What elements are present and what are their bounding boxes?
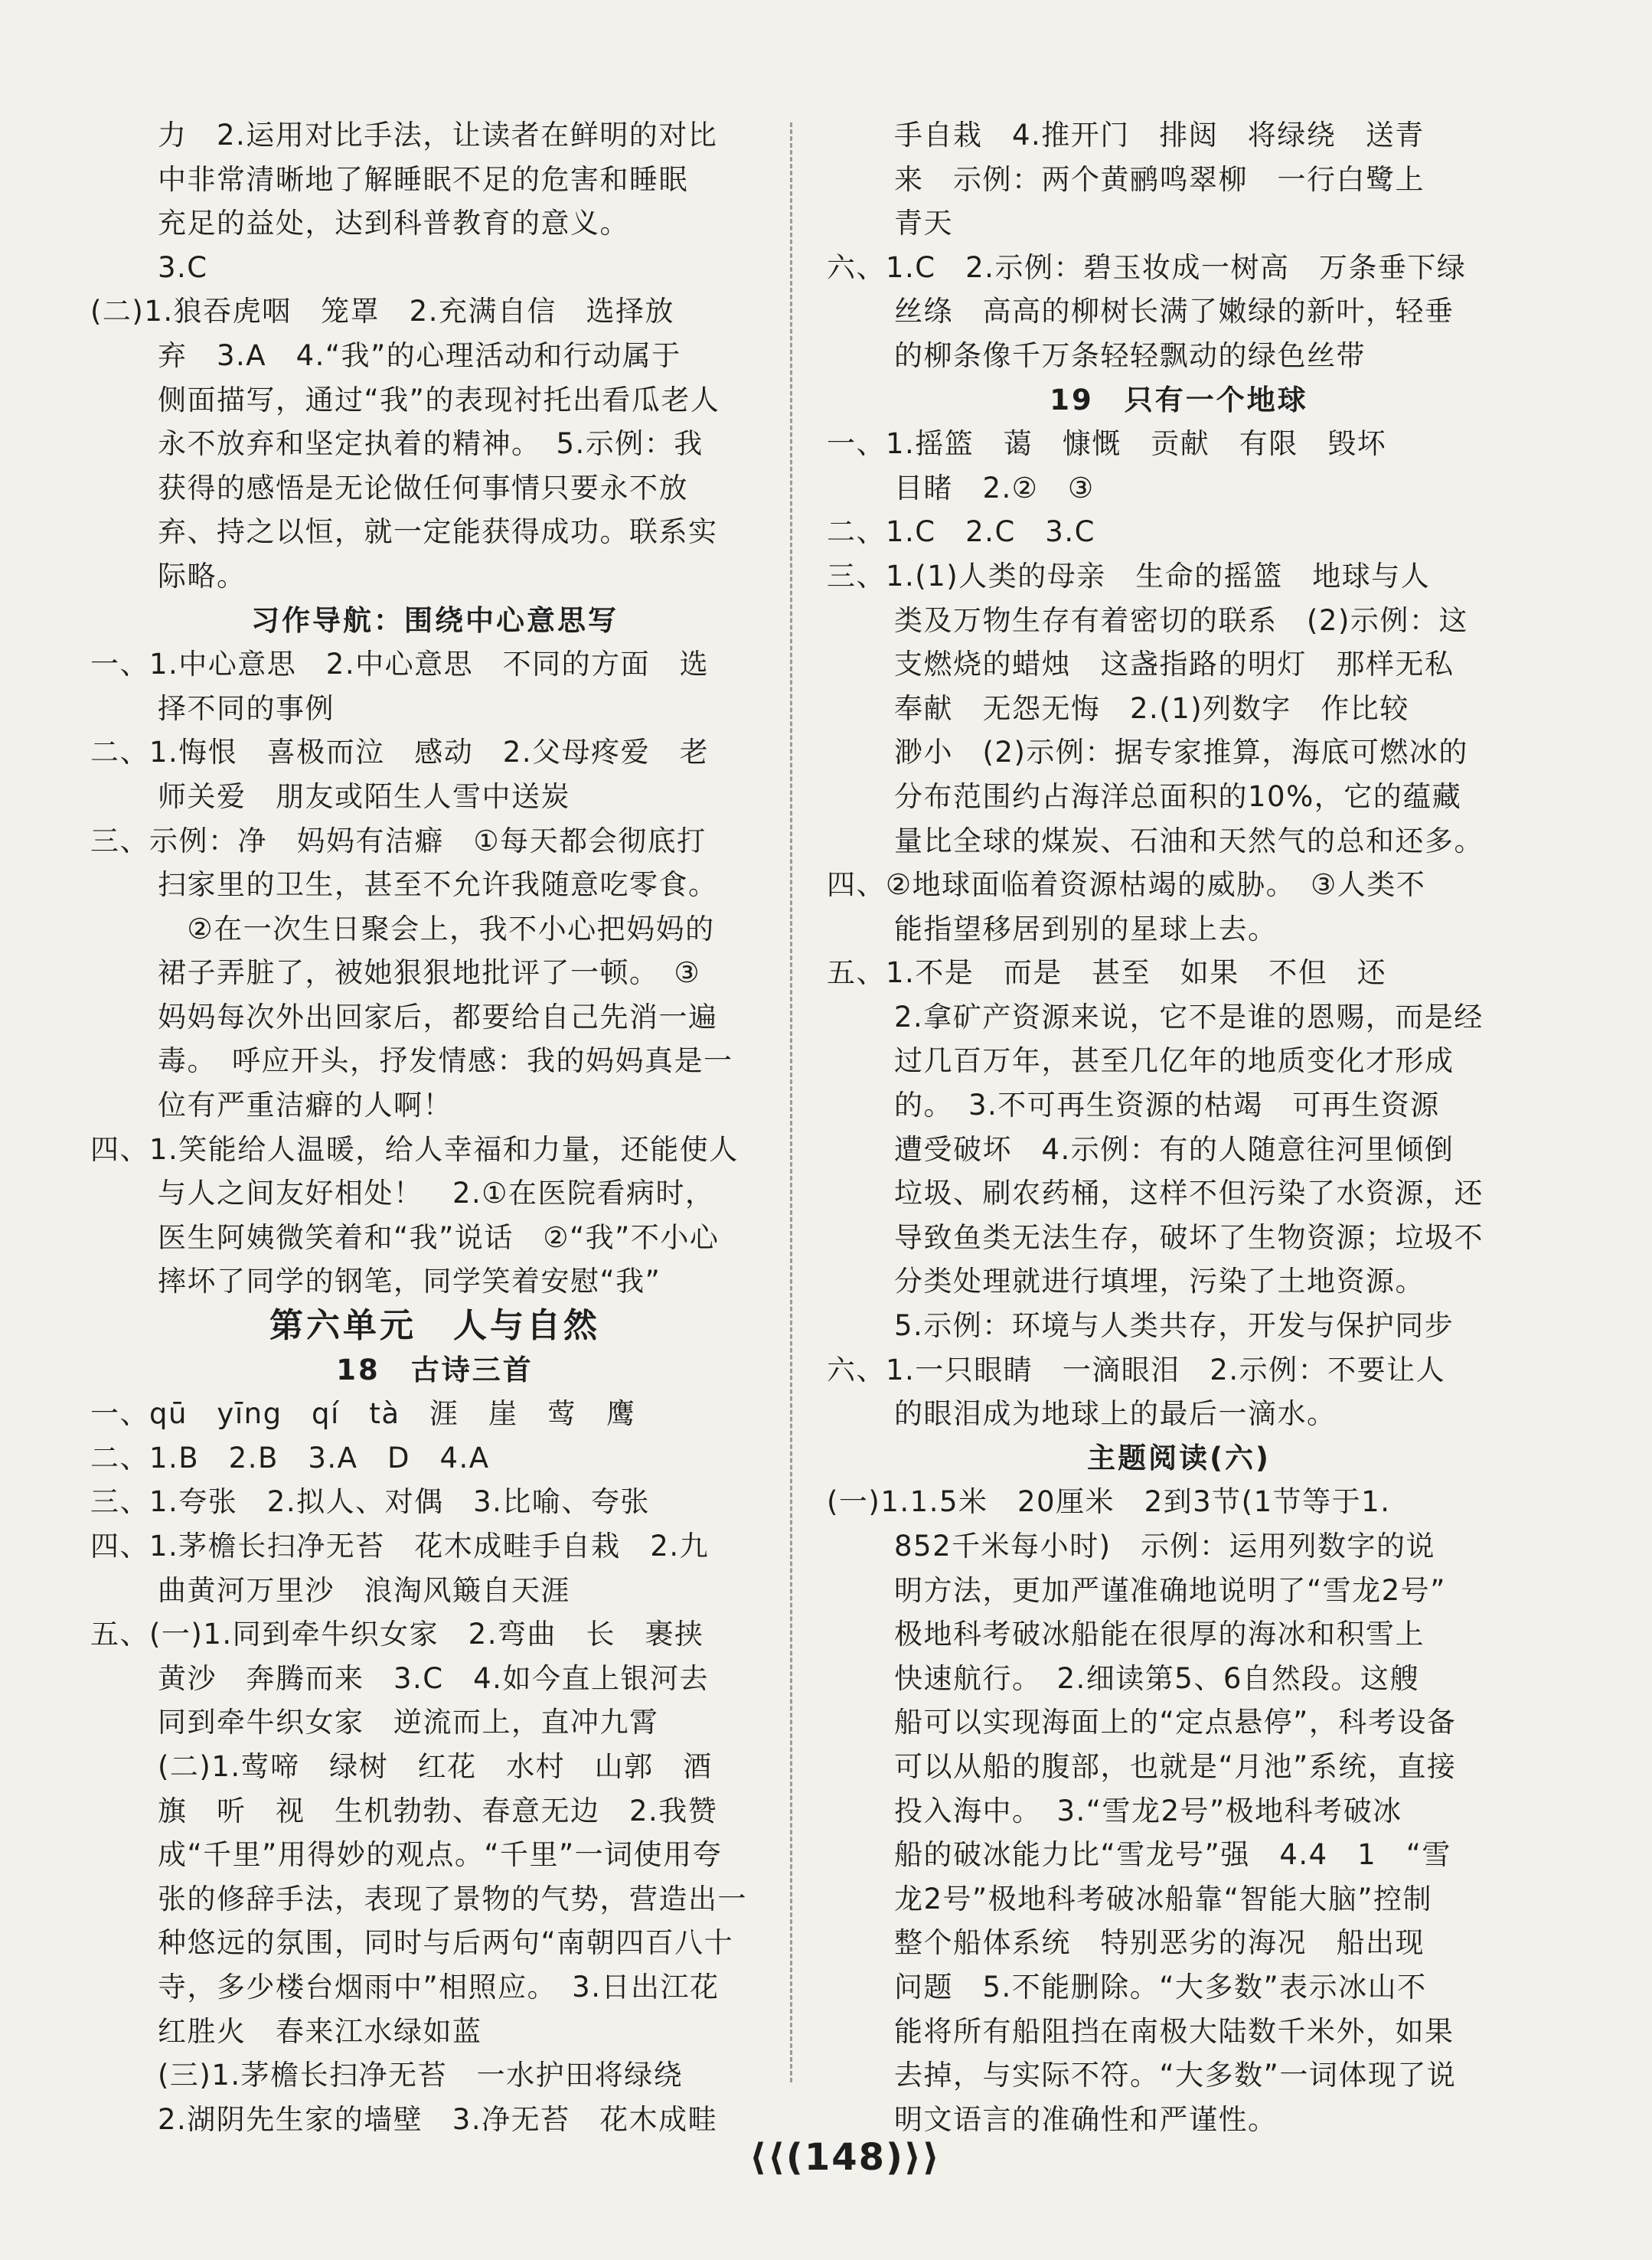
answer-line: (二)1.莺啼 绿树 红花 水村 山郭 酒 [158, 1749, 713, 1783]
section-title: 19 只有一个地球 [1050, 383, 1308, 416]
answer-line: 能将所有船阻挡在南极大陆数千米外，如果 [894, 2014, 1454, 2048]
answer-line: (三)1.茅檐长扫净无苔 一水护田将绿绕 [158, 2059, 684, 2092]
answer-line: 弃、持之以恒，就一定能获得成功。联系实 [158, 515, 718, 549]
answer-line: 成“千里”用得妙的观点。“千里”一词使用夸 [158, 1838, 723, 1872]
answer-line: 明方法，更加严谨准确地说明了“雪龙2号” [894, 1573, 1446, 1607]
answer-line: 与人之间友好相处！ 2.①在医院看病时， [158, 1177, 715, 1210]
answer-line: 中非常清晰地了解睡眠不足的危害和睡眠 [158, 162, 688, 196]
answer-line: 择不同的事例 [158, 691, 335, 725]
answer-line: 三、示例：净 妈妈有洁癖 ①每天都会彻底打 [90, 824, 707, 857]
unit-title: 第六单元 人与自然 [269, 1306, 600, 1346]
answer-line: 三、1.夸张 2.拟人、对偶 3.比喻、夸张 [90, 1485, 650, 1519]
answer-line: 侧面描写，通过“我”的表现衬托出看瓜老人 [158, 383, 720, 416]
answer-line: 医生阿姨微笑着和“我”说话 ②“我”不小心 [158, 1220, 720, 1254]
answer-line: (二)1.狼吞虎咽 笼罩 2.充满自信 选择放 [90, 295, 674, 328]
answer-line: 奉献 无怨无悔 2.(1)列数字 作比较 [894, 691, 1409, 725]
answer-line: 整个船体系统 特别恶劣的海况 船出现 [894, 1926, 1425, 1960]
answer-line: 船的破冰能力比“雪龙号”强 4.4 1 “雪 [894, 1838, 1451, 1872]
answer-line: 极地科考破冰船能在很厚的海冰和积雪上 [894, 1618, 1425, 1651]
answer-line: 渺小 (2)示例：据专家推算，海底可燃冰的 [894, 736, 1468, 769]
answer-line: 曲黄河万里沙 浪淘风簸自天涯 [158, 1573, 570, 1607]
answer-line: 毒。 呼应开头，抒发情感：我的妈妈真是一 [158, 1044, 733, 1078]
answer-line: 的柳条像千万条轻轻飘动的绿色丝带 [894, 338, 1366, 372]
answer-line: 二、1.悔恨 喜极而泣 感动 2.父母疼爱 老 [90, 736, 710, 769]
answer-line: 明文语言的准确性和严谨性。 [894, 2102, 1278, 2136]
answer-line: 分类处理就进行填埋，污染了土地资源。 [894, 1265, 1425, 1298]
answer-line: 际略。 [158, 559, 246, 593]
answer-line: 五、1.不是 而是 甚至 如果 不但 还 [827, 956, 1387, 990]
answer-line: 力 2.运用对比手法，让读者在鲜明的对比 [158, 119, 718, 152]
answer-line: 遭受破坏 4.示例：有的人随意往河里倾倒 [894, 1132, 1454, 1166]
answer-line: 黄沙 奔腾而来 3.C 4.如今直上银河去 [158, 1661, 709, 1695]
answer-line: (一)1.1.5米 20厘米 2到3节(1节等于1. [827, 1485, 1391, 1519]
answer-line: 类及万物生存有着密切的联系 (2)示例：这 [894, 603, 1468, 637]
answer-line: 弃 3.A 4.“我”的心理活动和行动属于 [158, 338, 681, 372]
answer-line: 二、1.C 2.C 3.C [827, 515, 1095, 549]
left-column [90, 113, 779, 2141]
answer-line: 来 示例：两个黄鹂鸣翠柳 一行白鹭上 [894, 162, 1425, 196]
answer-line: 5.示例：环境与人类共存，开发与保护同步 [894, 1309, 1454, 1343]
answer-line: 妈妈每次外出回家后，都要给自己先消一遍 [158, 1000, 718, 1034]
answer-line: 充足的益处，达到科普教育的意义。 [158, 207, 629, 240]
answer-line: 船可以实现海面上的“定点悬停”，科考设备 [894, 1706, 1457, 1739]
answer-line: ②在一次生日聚会上，我不小心把妈妈的 [158, 912, 715, 945]
answer-line: 青天 [894, 207, 953, 240]
answer-line: 过几百万年，甚至几亿年的地质变化才形成 [894, 1044, 1454, 1078]
answer-line: 寺，多少楼台烟雨中”相照应。 3.日出江花 [158, 1970, 720, 2004]
answer-line: 可以从船的腹部，也就是“月池”系统，直接 [894, 1749, 1457, 1783]
answer-line: 分布范围约占海洋总面积的10%，它的蕴藏 [894, 779, 1462, 813]
answer-line: 三、1.(1)人类的母亲 生命的摇篮 地球与人 [827, 559, 1431, 593]
answer-line: 六、1.C 2.示例：碧玉妆成一树高 万条垂下绿 [827, 250, 1467, 284]
answer-line: 支燃烧的蜡烛 这盏指路的明灯 那样无私 [894, 648, 1454, 681]
answer-line: 位有严重洁癖的人啊！ [158, 1089, 452, 1122]
answer-line: 师关爱 朋友或陌生人雪中送炭 [158, 779, 570, 813]
answer-line: 一、1.摇篮 蔼 慷慨 贡献 有限 毁坏 [827, 427, 1387, 461]
answer-line: 手自栽 4.推开门 排闼 将绿绕 送青 [894, 119, 1425, 152]
answer-line: 摔坏了同学的钢笔，同学笑着安慰“我” [158, 1265, 661, 1298]
answer-line: 的眼泪成为地球上的最后一滴水。 [894, 1397, 1337, 1431]
answer-line: 3.C [158, 250, 208, 284]
answer-line: 获得的感悟是无论做任何事情只要永不放 [158, 471, 688, 505]
column-divider [790, 122, 792, 2082]
answer-line: 六、1.一只眼睛 一滴眼泪 2.示例：不要让人 [827, 1353, 1446, 1386]
right-column [827, 113, 1531, 2141]
answer-line: 四、②地球面临着资源枯竭的威胁。 ③人类不 [827, 868, 1426, 902]
answer-line: 去掉，与实际不符。“大多数”一词体现了说 [894, 2059, 1457, 2092]
answer-line: 龙2号”极地科考破冰船靠“智能大脑”控制 [894, 1882, 1433, 1915]
answer-line: 852千米每小时) 示例：运用列数字的说 [894, 1530, 1436, 1563]
section-title: 18 古诗三首 [336, 1353, 534, 1386]
answer-line: 永不放弃和坚定执着的精神。 5.示例：我 [158, 427, 704, 461]
answer-line: 二、1.B 2.B 3.A D 4.A [90, 1441, 490, 1475]
answer-line: 一、1.中心意思 2.中心意思 不同的方面 选 [90, 648, 710, 681]
answer-line: 同到牵牛织女家 逆流而上，直冲九霄 [158, 1706, 659, 1739]
answer-line: 一、qū yīng qí tà 涯 崖 莺 鹰 [90, 1397, 636, 1431]
answer-line: 投入海中。 3.“雪龙2号”极地科考破冰 [894, 1794, 1402, 1827]
answer-line: 裙子弄脏了，被她狠狠地批评了一顿。 ③ [158, 956, 701, 990]
answer-line: 丝绦 高高的柳树长满了嫩绿的新叶，轻垂 [894, 295, 1454, 328]
section-title: 习作导航：围绕中心意思写 [251, 603, 619, 637]
answer-line: 能指望移居到别的星球上去。 [894, 912, 1278, 945]
answer-line: 旗 听 视 生机勃勃、春意无边 2.我赞 [158, 1794, 718, 1827]
answer-line: 扫家里的卫生，甚至不允许我随意吃零食。 [158, 868, 718, 902]
answer-line: 种悠远的氛围，同时与后两句“南朝四百八十 [158, 1926, 734, 1960]
answer-line: 导致鱼类无法生存，破坏了生物资源；垃圾不 [894, 1220, 1484, 1254]
answer-line: 的。 3.不可再生资源的枯竭 可再生资源 [894, 1089, 1440, 1122]
answer-line: 四、1.笑能给人温暖，给人幸福和力量，还能使人 [90, 1132, 739, 1166]
answer-line: 张的修辞手法，表现了景物的气势，营造出一 [158, 1882, 747, 1915]
answer-line: 四、1.茅檐长扫净无苔 花木成畦手自栽 2.九 [90, 1530, 710, 1563]
section-title: 主题阅读(六) [1087, 1441, 1271, 1475]
answer-line: 五、(一)1.同到牵牛织女家 2.弯曲 长 裹挟 [90, 1618, 704, 1651]
answer-line: 垃圾、刷农药桶，这样不但污染了水资源，还 [894, 1177, 1484, 1210]
answer-line: 2.湖阴先生家的墙壁 3.净无苔 花木成畦 [158, 2102, 718, 2136]
answer-line: 2.拿矿产资源来说，它不是谁的恩赐，而是经 [894, 1000, 1484, 1034]
answer-line: 快速航行。 2.细读第5、6自然段。这艘 [894, 1661, 1419, 1695]
answer-line: 问题 5.不能删除。“大多数”表示冰山不 [894, 1970, 1427, 2004]
answer-line: 目睹 2.② ③ [894, 471, 1095, 505]
answer-line: 红胜火 春来江水绿如蓝 [158, 2014, 482, 2048]
answer-line: 量比全球的煤炭、石油和天然气的总和还多。 [894, 824, 1484, 857]
page-number: ⟨⟨(148)⟩⟩ [749, 2136, 941, 2179]
